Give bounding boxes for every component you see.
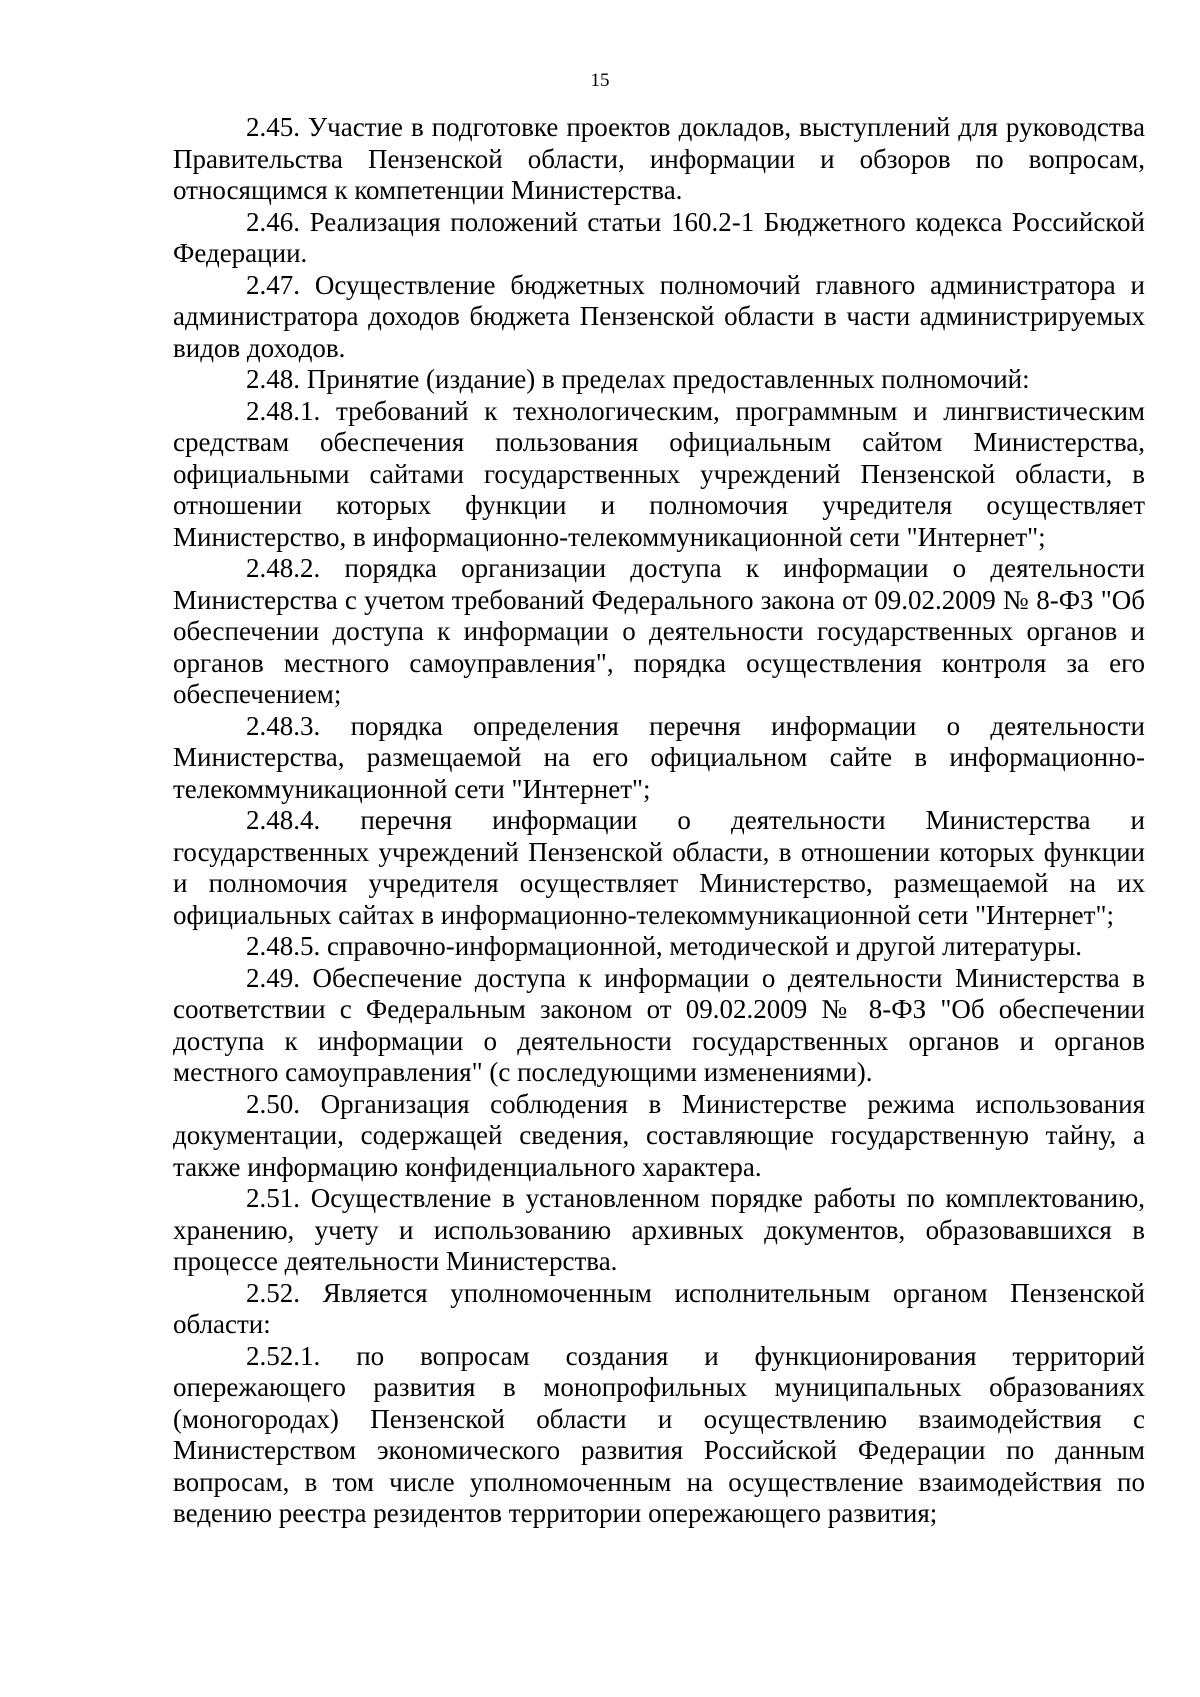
paragraph-2-48-1: 2.48.1. требований к технологическим, программным и лингвистическим средствам обеспечения пользования официальным сайтом Министерства, официальными сайтами государственных учреждений Пензенской области, в отношении которых функции и полномочия учредителя осуществляет Министерство, в информационно-телекоммуникационной сети "Интернет";	[173, 395, 1145, 552]
paragraph-2-48-5: 2.48.5. справочно-информационной, методической и другой литературы.	[246, 931, 1083, 961]
paragraph-2-52: 2.52. Является уполномоченным исполнительным органом Пензенской области:	[173, 1277, 1145, 1339]
paragraph-2-52-1: 2.52.1. по вопросам создания и функционирования территорий опережающего развития в монопрофильных муниципальных образованиях (моногородах) Пензенской области и осуществлению взаимодействия с Министерством экономического развития Российской Федерации по данным вопросам, в том числе уполномоченным на осуществление взаимодействия по ведению реестра резидентов территории опережающего развития;	[173, 1340, 1145, 1528]
paragraph-2-48-4: 2.48.4. перечня информации о деятельности Министерства и государственных учреждений Пензенской области, в отношении которых функции и полномочия учредителя осуществляет Министерство, размещаемой на их официальных сайтах в информационно-телекоммуникационной сети "Интернет";	[173, 805, 1145, 930]
paragraph-2-45: 2.45. Участие в подготовке проектов докладов, выступлений для руководства Правительства Пензенской области, информации и обзоров по вопросам, относящимся к компетенции Министерства.	[173, 112, 1145, 205]
document-body	[173, 112, 1145, 1530]
paragraph-2-47: 2.47. Осуществление бюджетных полномочий главного администратора и администратора доходов бюджета Пензенской области в части администрируемых видов доходов.	[173, 269, 1145, 363]
paragraph-2-50: 2.50. Организация соблюдения в Министерстве режима использования документации, содержащей сведения, составляющие государственную тайну, а также информацию конфиденциального характера.	[173, 1088, 1145, 1182]
paragraph-2-46: 2.46. Реализация положений статьи 160.2-1 Бюджетного кодекса Российской Федерации.	[173, 206, 1145, 268]
paragraph-2-48-2: 2.48.2. порядка организации доступа к информации о деятельности Министерства с учетом требований Федерального закона от 09.02.2009 № 8-ФЗ "Об обеспечении доступа к информации о деятельности государственных органов и органов местного самоуправления", порядка осуществления контроля за его обеспечением;	[173, 553, 1145, 709]
paragraph-2-48: 2.48. Принятие (издание) в пределах предоставленных полномочий:	[246, 364, 1030, 394]
paragraph-2-48-3: 2.48.3. порядка определения перечня информации о деятельности Министерства, размещаемой на его официальном сайте в информационно-телекоммуникационной сети "Интернет";	[173, 710, 1145, 804]
paragraph-2-49: 2.49. Обеспечение доступа к информации о деятельности Министерства в соответствии с Федеральным законом от 09.02.2009 № 8-ФЗ "Об обеспечении доступа к информации о деятельности государственных органов и органов местного самоуправления" (с последующими изменениями).	[173, 962, 1145, 1087]
paragraph-2-51: 2.51. Осуществление в установленном порядке работы по комплектованию, хранению, учету и использованию архивных документов, образовавшихся в процессе деятельности Министерства.	[173, 1183, 1145, 1276]
page-number: 15	[590, 70, 610, 91]
